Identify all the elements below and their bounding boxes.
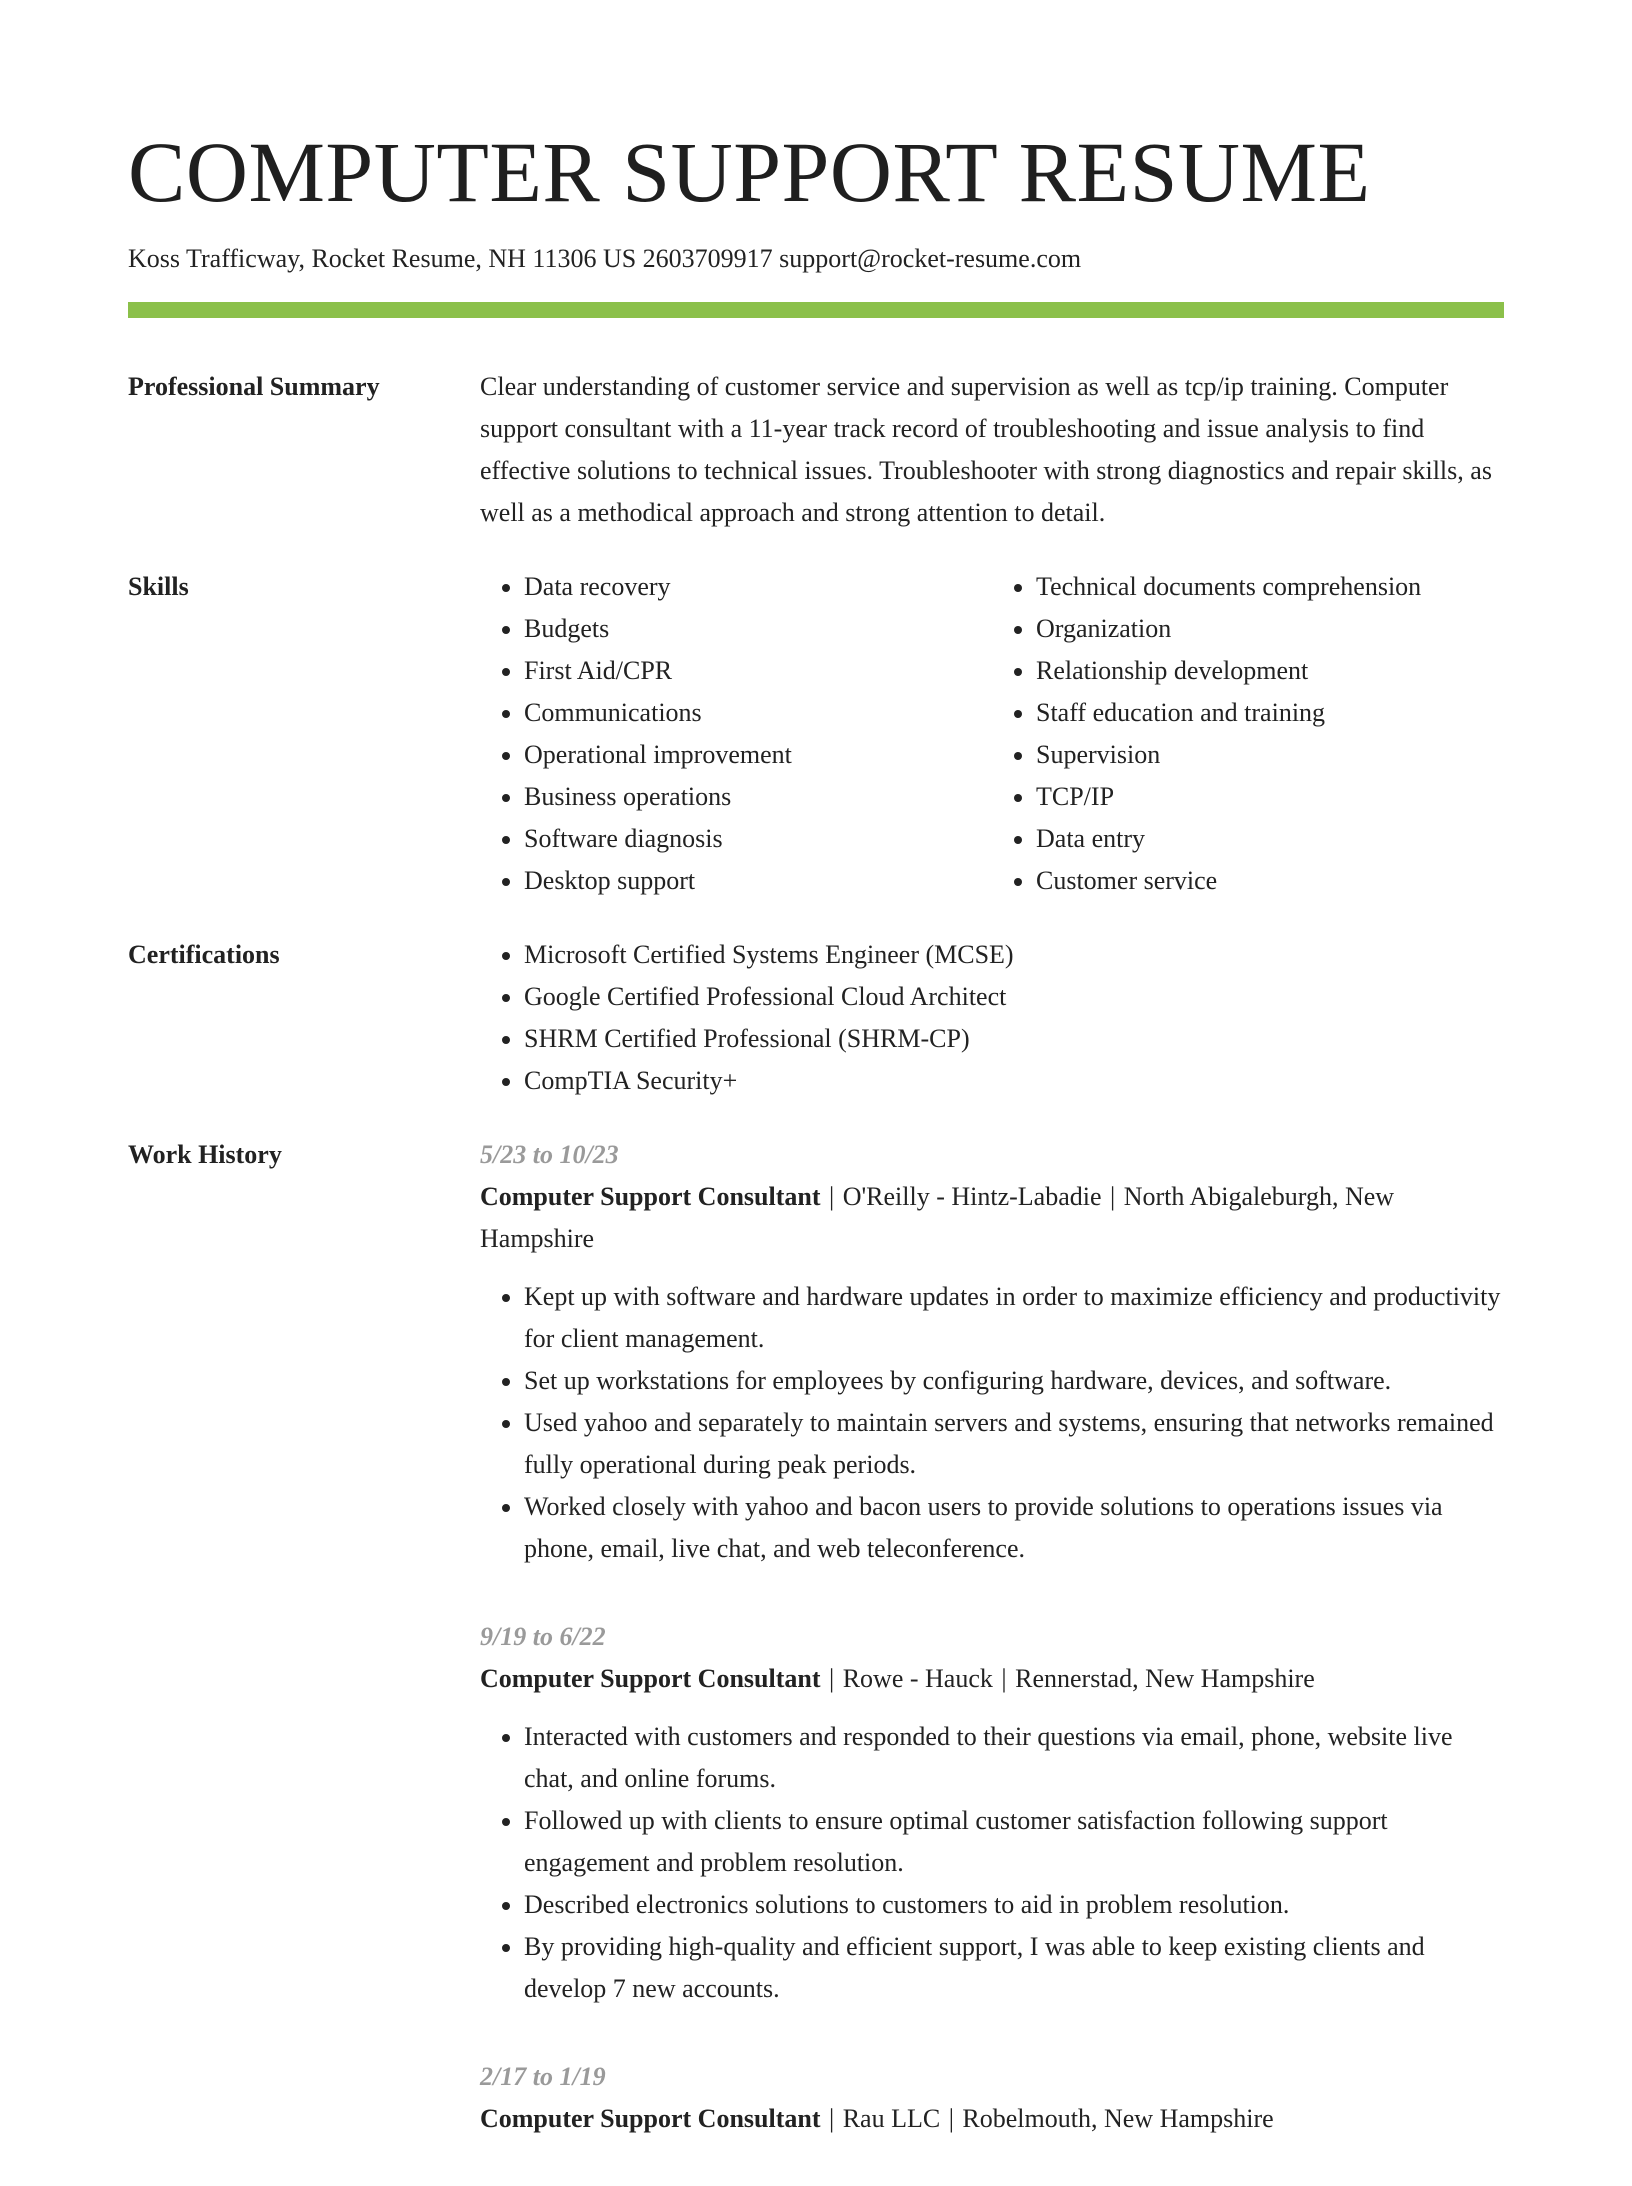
skills-list-right: [992, 566, 1504, 902]
job-duties: [480, 1276, 1504, 1570]
skill-item: • Relationship development: [1036, 650, 1504, 692]
skill-item: • Staff education and training: [1036, 692, 1504, 734]
job-entry: [480, 1616, 1504, 2010]
job-entry: [480, 1134, 1504, 1570]
resume-title: COMPUTER SUPPORT RESUME: [128, 124, 1371, 220]
skill-item: • Supervision: [1036, 734, 1504, 776]
job-date: 9/19 to 6/22: [480, 1622, 606, 1651]
job-duty: • By providing high-quality and efficient support, I was able to keep existing clients and develop 7 new accounts.: [524, 1926, 1504, 2010]
certification-item: • SHRM Certified Professional (SHRM-CP): [524, 1018, 1504, 1060]
certifications-list: [480, 934, 1504, 1102]
skill-item: • Desktop support: [524, 860, 992, 902]
job-duty: • Described electronics solutions to customers to aid in problem resolution.: [524, 1884, 1504, 1926]
resume-page: [128, 0, 1504, 2186]
job-duty: • Kept up with software and hardware updates in order to maximize efficiency and productivity for client management.: [524, 1276, 1504, 1360]
job-heading: Computer Support Consultant | O'Reilly - Hintz-Labadie | North Abigaleburgh, New Hampshire: [480, 1182, 1395, 1253]
job-title: Computer Support Consultant: [480, 1664, 821, 1693]
job-location: Robelmouth, New Hampshire: [962, 2104, 1274, 2133]
job-company: O'Reilly - Hintz-Labadie: [842, 1182, 1102, 1211]
skill-item: • Business operations: [524, 776, 992, 818]
skills-section: [128, 566, 1504, 902]
certification-item: • Google Certified Professional Cloud Architect: [524, 976, 1504, 1018]
job-company: Rau LLC: [842, 2104, 941, 2133]
job-location: North Abigaleburgh, New Hampshire: [480, 1182, 1395, 1253]
skill-item: • Operational improvement: [524, 734, 992, 776]
job-heading: Computer Support Consultant | Rau LLC | Robelmouth, New Hampshire: [480, 2104, 1274, 2133]
job-duty: • Set up workstations for employees by configuring hardware, devices, and software.: [524, 1360, 1504, 1402]
skill-item: • Data entry: [1036, 818, 1504, 860]
job-heading: Computer Support Consultant | Rowe - Hauck | Rennerstad, New Hampshire: [480, 1664, 1315, 1693]
job-company: Rowe - Hauck: [842, 1664, 993, 1693]
job-duty: • Worked closely with yahoo and bacon users to provide solutions to operations issues via phone, email, live chat, and web teleconference.: [524, 1486, 1504, 1570]
skill-item: • Organization: [1036, 608, 1504, 650]
section-label-skills: Skills: [128, 572, 189, 601]
section-label-certifications: Certifications: [128, 940, 280, 969]
header-divider: [128, 302, 1504, 318]
skill-item: • Budgets: [524, 608, 992, 650]
job-duties: [480, 1716, 1504, 2010]
section-label-summary: Professional Summary: [128, 372, 380, 401]
skill-item: • Software diagnosis: [524, 818, 992, 860]
skill-item: • First Aid/CPR: [524, 650, 992, 692]
contact-line: Koss Trafficway, Rocket Resume, NH 11306 US 2603709917 support@rocket-resume.com: [128, 244, 1082, 273]
skill-item: • Communications: [524, 692, 992, 734]
skill-item: • Customer service: [1036, 860, 1504, 902]
summary-section: [128, 366, 1504, 534]
job-title: Computer Support Consultant: [480, 1182, 821, 1211]
skill-item: • Technical documents comprehension: [1036, 566, 1504, 608]
job-date: 2/17 to 1/19: [480, 2062, 606, 2091]
job-title: Computer Support Consultant: [480, 2104, 821, 2133]
job-duty: • Used yahoo and separately to maintain servers and systems, ensuring that networks remained fully operational during peak periods.: [524, 1402, 1504, 1486]
job-duty: • Followed up with clients to ensure optimal customer satisfaction following support engagement and problem resolution.: [524, 1800, 1504, 1884]
work-history-section: [128, 1134, 1504, 2186]
summary-text: Clear understanding of customer service and supervision as well as tcp/ip training. Computer support consultant with a 11-year track record of troubleshooting and issue analysis to find effective solutions to technical issues. Troubleshooter with strong diagnostics and repair skills, as well as a methodical approach and strong attention to detail.: [480, 372, 1492, 527]
skill-item: • Data recovery: [524, 566, 992, 608]
job-date: 5/23 to 10/23: [480, 1140, 619, 1169]
section-label-work-history: Work History: [128, 1140, 282, 1169]
certifications-section: [128, 934, 1504, 1102]
certification-item: • Microsoft Certified Systems Engineer (MCSE): [524, 934, 1504, 976]
job-duty: • Interacted with customers and responded to their questions via email, phone, website live chat, and online forums.: [524, 1716, 1504, 1800]
skill-item: • TCP/IP: [1036, 776, 1504, 818]
job-location: Rennerstad, New Hampshire: [1015, 1664, 1315, 1693]
certification-item: • CompTIA Security+: [524, 1060, 1504, 1102]
job-entry: [480, 2056, 1504, 2140]
skills-list-left: [480, 566, 992, 902]
